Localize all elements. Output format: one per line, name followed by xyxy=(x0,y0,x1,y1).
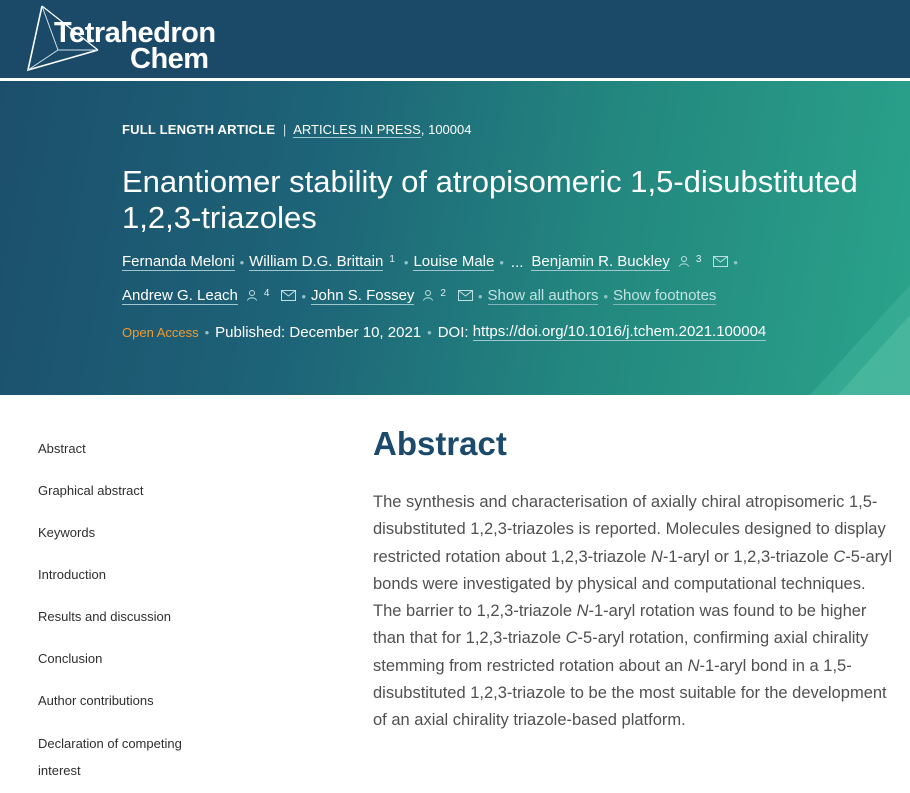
author-ellipsis: ... xyxy=(510,253,524,271)
bullet-separator: • xyxy=(427,324,432,340)
toc-item-author-contributions[interactable]: Author contributions xyxy=(38,693,154,708)
author-list xyxy=(122,250,882,318)
doi-link[interactable]: https://doi.org/10.1016/j.tchem.2021.100004 xyxy=(472,323,767,340)
toc-item-declaration-of-competing-interest[interactable]: Declaration of competing interest xyxy=(38,736,182,778)
toc-item-keywords[interactable]: Keywords xyxy=(38,525,96,540)
toc-item-conclusion[interactable]: Conclusion xyxy=(38,651,103,666)
author-row-1 xyxy=(122,250,882,274)
bullet-separator: • xyxy=(239,254,245,270)
author-link[interactable]: John S. Fossey xyxy=(311,287,415,304)
author-row-2 xyxy=(122,284,882,308)
article-type-label: FULL LENGTH ARTICLE xyxy=(122,122,276,137)
abstract-heading: Abstract xyxy=(373,425,507,462)
article-title: Enantiomer stability of atropisomeric 1,5-disubstituted 1,2,3-triazoles xyxy=(122,164,858,235)
article-header xyxy=(0,81,910,395)
bullet-separator: • xyxy=(301,288,307,304)
show-all-authors-link[interactable]: Show all authors xyxy=(487,287,599,304)
person-icon xyxy=(422,288,434,305)
publication-meta xyxy=(122,323,766,341)
table-of-contents xyxy=(38,436,238,793)
bullet-separator: • xyxy=(603,288,609,304)
bullet-separator: • xyxy=(204,324,210,340)
author-link[interactable]: Louise Male xyxy=(413,253,495,270)
published-date: Published: December 10, 2021 xyxy=(215,323,422,341)
journal-name xyxy=(54,17,216,75)
open-access-badge: Open Access xyxy=(122,324,199,340)
bullet-separator: • xyxy=(477,288,483,304)
journal-name-line1: Tetrahedron xyxy=(54,17,216,49)
bullet-separator: • xyxy=(403,254,409,270)
author-link[interactable]: Fernanda Meloni xyxy=(122,253,235,270)
author-footnote-marker[interactable]: 4 xyxy=(263,287,270,299)
person-icon xyxy=(678,254,690,271)
journal-logo[interactable] xyxy=(24,4,224,74)
toc-item-introduction[interactable]: Introduction xyxy=(38,567,106,582)
bullet-separator: • xyxy=(499,254,504,270)
article-type-line xyxy=(122,122,471,137)
journal-name-line2: Chem xyxy=(130,43,209,75)
author-footnote-marker[interactable]: 2 xyxy=(440,287,446,299)
article-number: , 100004 xyxy=(420,122,472,137)
author-link[interactable]: William D.G. Brittain xyxy=(249,253,384,270)
abstract-body: The synthesis and characterisation of axially chiral atropisomeric 1,5-disubstituted 1,2,3-triazoles is reported. Molecules designed to display restricted rotation about 1,2,3-triazole N-1-aryl or 1,2,3-triazole C-5-aryl bonds were investigated by physical and computational techniques. The barrier to 1,2,3-triazole N-1-aryl rotation was found to be higher than that for 1,2,3-triazole C-5-aryl rotation, confirming axial chirality stemming from restricted rotation about an N-1-aryl bond in a 1,5-disubstituted 1,2,3-triazole to be the most suitable for the development of an axial chirality triazole-based platform. xyxy=(373,493,893,730)
masthead xyxy=(0,0,910,78)
toc-item-abstract[interactable]: Abstract xyxy=(38,441,86,456)
author-link[interactable]: Benjamin R. Buckley xyxy=(531,253,670,270)
person-icon xyxy=(246,288,258,305)
envelope-icon[interactable] xyxy=(281,288,296,305)
toc-item-results-and-discussion[interactable]: Results and discussion xyxy=(38,609,171,624)
author-footnote-marker[interactable]: 3 xyxy=(695,253,702,265)
envelope-icon[interactable] xyxy=(713,254,728,271)
show-footnotes-link[interactable]: Show footnotes xyxy=(613,287,717,304)
articles-in-press-link[interactable]: ARTICLES IN PRESS xyxy=(293,122,421,137)
article-type-separator: | xyxy=(282,122,287,137)
doi-label: DOI: xyxy=(437,323,469,341)
envelope-icon[interactable] xyxy=(458,288,473,305)
bullet-separator: • xyxy=(733,254,738,270)
author-footnote-marker[interactable]: 1 xyxy=(389,253,395,265)
author-link[interactable]: Andrew G. Leach xyxy=(122,287,238,304)
toc-item-graphical-abstract[interactable]: Graphical abstract xyxy=(38,483,144,498)
